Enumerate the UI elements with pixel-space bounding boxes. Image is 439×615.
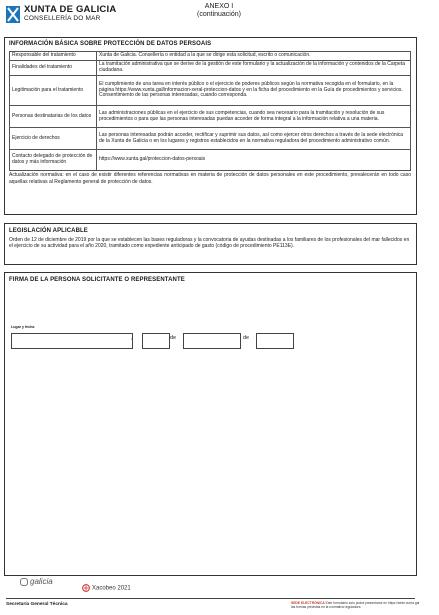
comma-separator: , xyxy=(131,335,133,341)
row-value: El cumplimiento de una tarea en interés público o el ejercicio de poderes públicos según la normativa recogida en el formulario, en la página https://www.xunta.gal/informacion-xeral-proteccion-datos y en la ficha del procedimiento en la Guía de procedimientos y servicios. Consentimiento de las personas interesadas, cuando corresponda. xyxy=(97,76,411,106)
data-protection-table xyxy=(9,51,411,171)
sede-label: SEDE ELECTRÓNICA xyxy=(291,601,325,605)
signature-title: FIRMA DE LA PERSONA SOLICITANTE O REPRESENTANTE xyxy=(9,277,185,283)
footer-divider xyxy=(6,598,415,599)
annex-label: ANEXO I xyxy=(204,3,234,10)
month-input[interactable] xyxy=(183,333,241,349)
signature-section xyxy=(4,272,417,576)
galicia-logo-text: galicia xyxy=(30,577,53,586)
place-date-label: Lugar y fecha xyxy=(11,325,35,329)
data-protection-section xyxy=(4,37,417,215)
xunta-logo-icon xyxy=(6,6,20,23)
legislation-text: Orden de 12 de diciembre de 2019 por la que se establecen las bases reguladoras y la convocatoria de ayudas destinadas a los familiares de los profesionales del mar fallecidos en el ejercicio de su actividad para el año 2020, tramitado como expediente anticipado de gasto (código de procedimiento PE113E). xyxy=(9,237,410,250)
de-label-1: de xyxy=(170,335,177,341)
table-row xyxy=(10,106,411,128)
galicia-icon xyxy=(20,578,28,586)
data-protection-title: INFORMACIÓN BÁSICA SOBRE PROTECCIÓN DE DATOS PERSOAIS xyxy=(9,41,212,47)
xacobeo-icon xyxy=(82,584,90,592)
row-value: Las administraciones públicas en el ejercicio de sus competencias, cuando sea necesario para la tramitación y resolución de sus procedimientos o para que las personas interesadas puedan acceder de forma integral a la información relativa a una materia. xyxy=(97,106,411,128)
regulatory-note: Actualización normativa: en el caso de existir diferentes referencias normativas en materia de protección de datos personales en este procedimiento, prevalecerán en todo caso aquellas relativas al Reglamento general de protección de datos. xyxy=(9,172,411,185)
legislation-section xyxy=(4,223,417,265)
row-value: Xunta de Galicia. Consellería o entidad a la que se dirige esta solicitud, escrito o comunicación. xyxy=(97,52,411,61)
row-value: https://www.xunta.gal/proteccion-datos-persoais xyxy=(97,150,411,171)
annex-subtitle: (continuación) xyxy=(197,11,241,18)
row-label: Responsable del tratamiento xyxy=(10,52,97,61)
de-label-2: de xyxy=(243,335,250,341)
xacobeo-logo xyxy=(82,584,131,592)
brand-title: XUNTA DE GALICIA xyxy=(24,4,117,15)
day-input[interactable] xyxy=(142,333,170,349)
sede-text: Este formulario solo podrá presentarse en https://sede.xunta.gal las formas previstas en la normativa reguladora xyxy=(291,601,420,609)
table-row xyxy=(10,128,411,150)
row-value: Las personas interesadas podrán acceder, rectificar y suprimir sus datos, así como ejercer otros derechos a través de la sede electrónica de la Xunta de Galicia o en los lugares y registros establecidos en la normativa reguladora del procedimiento administrativo común. xyxy=(97,128,411,150)
row-label: Contacto delegado de protección de datos y más información xyxy=(10,150,97,171)
year-input[interactable] xyxy=(256,333,294,349)
row-label: Personas destinatarias de los datos xyxy=(10,106,97,128)
table-row xyxy=(10,150,411,171)
galicia-logo xyxy=(20,577,53,586)
annex-title xyxy=(179,3,259,19)
row-label: Ejercicio de derechos xyxy=(10,128,97,150)
place-input[interactable] xyxy=(11,333,133,349)
table-row xyxy=(10,52,411,61)
row-label: Finalidades del tratamiento xyxy=(10,61,97,76)
footer-department: Secretaría General Técnica xyxy=(6,602,68,607)
row-value: La tramitación administrativa que se derive de la gestión de este formulario y la actualización de la información y contenidos de la Carpeta ciudadana. xyxy=(97,61,411,76)
xacobeo-logo-text: Xacobeo 2021 xyxy=(92,585,131,592)
legislation-title: LEGISLACIÓN APLICABLE xyxy=(9,228,88,234)
row-label: Legitimación para el tratamiento xyxy=(10,76,97,106)
table-row xyxy=(10,76,411,106)
footer-sede-notice xyxy=(291,601,421,609)
table-row xyxy=(10,61,411,76)
department-name: CONSELLERÍA DO MAR xyxy=(24,15,101,22)
